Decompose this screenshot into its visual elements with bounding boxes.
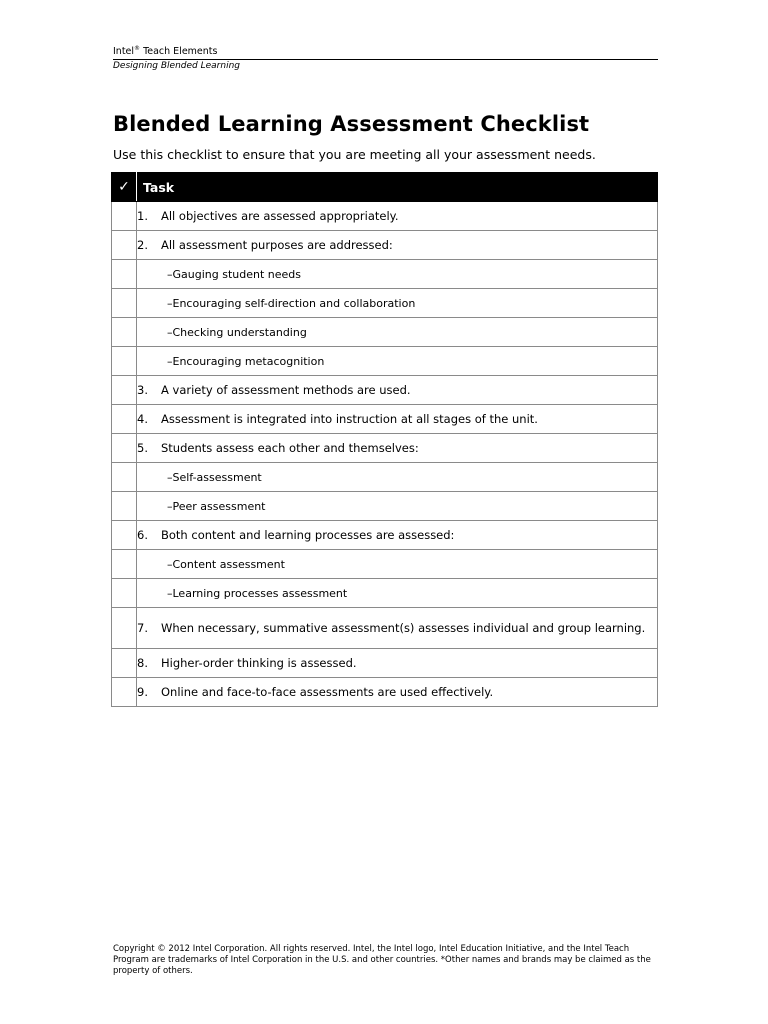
sub-item-text: –Checking understanding <box>167 325 307 339</box>
checkbox-cell[interactable] <box>112 376 137 405</box>
sub-item-text: –Gauging student needs <box>167 267 301 281</box>
task-cell <box>137 260 658 289</box>
page-title: Blended Learning Assessment Checklist <box>113 112 590 136</box>
task-cell <box>137 579 658 608</box>
sub-item-text: –Self-assessment <box>167 470 262 484</box>
table-row <box>112 231 658 260</box>
numbered-item <box>137 685 657 700</box>
checkbox-cell[interactable] <box>112 347 137 376</box>
sub-item-text: –Encouraging self-direction and collaboration <box>167 296 416 310</box>
numbered-item <box>137 412 657 427</box>
item-text: Online and face-to-face assessments are used effectively. <box>161 684 494 699</box>
item-number: 6. <box>137 527 148 542</box>
task-cell <box>137 347 658 376</box>
table-row <box>112 550 658 579</box>
sub-item-text: –Learning processes assessment <box>167 586 348 600</box>
task-cell <box>137 492 658 521</box>
assessment-checklist-table <box>111 172 658 707</box>
item-text: All objectives are assessed appropriately. <box>161 208 399 223</box>
numbered-item <box>137 238 657 253</box>
checkbox-cell[interactable] <box>112 678 137 707</box>
item-text: Students assess each other and themselves: <box>161 440 419 455</box>
header-brand: Intel <box>113 46 135 57</box>
checkbox-cell[interactable] <box>112 492 137 521</box>
checkbox-cell[interactable] <box>112 608 137 649</box>
table-row <box>112 318 658 347</box>
item-number: 2. <box>137 237 148 252</box>
task-column-header: Task <box>137 173 658 202</box>
checkbox-cell[interactable] <box>112 521 137 550</box>
header-program-name <box>113 45 658 60</box>
task-cell <box>137 608 658 649</box>
checkbox-cell[interactable] <box>112 649 137 678</box>
task-cell <box>137 405 658 434</box>
table-header <box>112 173 658 202</box>
item-text: Both content and learning processes are assessed: <box>161 527 455 542</box>
sub-item-text: –Encouraging metacognition <box>167 354 325 368</box>
table-row <box>112 405 658 434</box>
task-cell <box>137 550 658 579</box>
item-text: Assessment is integrated into instruction at all stages of the unit. <box>161 411 538 426</box>
table-row <box>112 649 658 678</box>
item-text: Higher-order thinking is assessed. <box>161 655 357 670</box>
sub-item-text: –Peer assessment <box>167 499 266 513</box>
checkmark-icon: ✓ <box>112 173 137 202</box>
item-number: 7. <box>137 620 148 635</box>
table-row <box>112 608 658 649</box>
checkbox-cell[interactable] <box>112 463 137 492</box>
table-row <box>112 347 658 376</box>
table-row <box>112 463 658 492</box>
task-cell <box>137 521 658 550</box>
header-program: Teach Elements <box>140 46 218 57</box>
task-cell <box>137 318 658 347</box>
table-header-row <box>112 173 658 202</box>
item-number: 5. <box>137 440 148 455</box>
numbered-item <box>137 209 657 224</box>
numbered-item <box>137 441 657 456</box>
checkbox-cell[interactable] <box>112 202 137 231</box>
table-row <box>112 202 658 231</box>
item-number: 3. <box>137 382 148 397</box>
sub-item-text: –Content assessment <box>167 557 285 571</box>
numbered-item <box>137 621 657 636</box>
checkbox-cell[interactable] <box>112 579 137 608</box>
checkbox-cell[interactable] <box>112 260 137 289</box>
intro-text: Use this checklist to ensure that you are meeting all your assessment needs. <box>113 147 596 162</box>
numbered-item <box>137 383 657 398</box>
page-header <box>113 45 658 72</box>
table-row <box>112 260 658 289</box>
checkbox-cell[interactable] <box>112 550 137 579</box>
task-cell <box>137 289 658 318</box>
item-text: A variety of assessment methods are used. <box>161 382 411 397</box>
checkbox-cell[interactable] <box>112 318 137 347</box>
table-body <box>112 202 658 707</box>
numbered-item <box>137 528 657 543</box>
task-cell <box>137 434 658 463</box>
item-number: 4. <box>137 411 148 426</box>
task-cell <box>137 231 658 260</box>
task-cell <box>137 649 658 678</box>
table-row <box>112 521 658 550</box>
item-text: All assessment purposes are addressed: <box>161 237 393 252</box>
copyright-footer: Copyright © 2012 Intel Corporation. All rights reserved. Intel, the Intel logo, Intel Education Initiative, and the Intel Teach Program are trademarks of Intel Corporation in the U.S. and other countries. *Other names and brands may be claimed as the property of others. <box>113 944 651 976</box>
checkbox-cell[interactable] <box>112 289 137 318</box>
table-row <box>112 579 658 608</box>
table-row <box>112 492 658 521</box>
task-cell <box>137 678 658 707</box>
numbered-item <box>137 656 657 671</box>
header-course-name: Designing Blended Learning <box>113 61 240 71</box>
task-cell <box>137 463 658 492</box>
item-number: 9. <box>137 684 148 699</box>
task-cell <box>137 376 658 405</box>
item-number: 8. <box>137 655 148 670</box>
checkbox-cell[interactable] <box>112 405 137 434</box>
checkbox-cell[interactable] <box>112 434 137 463</box>
item-number: 1. <box>137 208 148 223</box>
table-row <box>112 289 658 318</box>
table-row <box>112 678 658 707</box>
table-row <box>112 434 658 463</box>
table-row <box>112 376 658 405</box>
task-cell <box>137 202 658 231</box>
registered-mark: ® <box>134 45 141 52</box>
checkbox-cell[interactable] <box>112 231 137 260</box>
item-text: When necessary, summative assessment(s) assesses individual and group learning. <box>161 620 646 635</box>
